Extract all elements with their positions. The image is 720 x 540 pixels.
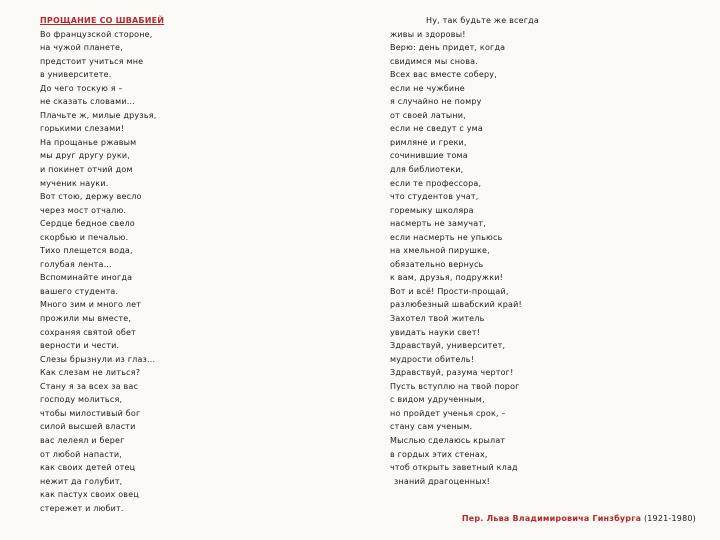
right-column bbox=[390, 14, 700, 488]
left-column bbox=[40, 14, 340, 515]
poem-line: для библиотеки, bbox=[390, 165, 464, 175]
poem-line: но пройдет ученья срок, – bbox=[390, 408, 506, 418]
poem-line: как пастух своих овец bbox=[40, 490, 139, 500]
poem-line: вас лелеял и берег bbox=[40, 435, 125, 445]
poem-line: скорбью и печалью. bbox=[40, 232, 129, 242]
poem-line: обязательно вернусь bbox=[390, 259, 484, 269]
poem-line: прожили мы вместе, bbox=[40, 314, 132, 324]
poem-line: к вам, друзья, подружки! bbox=[390, 273, 504, 283]
poem-line: На прощанье ржавым bbox=[40, 137, 137, 147]
poem-line: стережет и любит. bbox=[40, 503, 124, 513]
translator-name: Пер. Льва Владимировича Гинзбурга bbox=[461, 514, 642, 523]
poem-line: верности и чести. bbox=[40, 341, 120, 351]
poem-line: вашего студента. bbox=[40, 286, 119, 296]
poem-line: Захотел твой житель bbox=[390, 314, 485, 324]
poem-line: в гордых этих стенах, bbox=[390, 449, 488, 459]
poem-line: Всех вас вместе соберу, bbox=[390, 70, 497, 80]
poem-line: Пусть вступлю на твой порог bbox=[390, 381, 520, 391]
poem-line: горькими слезами! bbox=[40, 124, 125, 134]
poem-line: свидимся мы снова. bbox=[390, 56, 479, 66]
poem-line: если насмерть не упьюсь bbox=[390, 232, 503, 242]
poem-line: чтобы милостивый бог bbox=[40, 408, 141, 418]
poem-line: живы и здоровы! bbox=[390, 29, 466, 39]
poem-line: Как слезам не литься? bbox=[40, 368, 141, 378]
poem-line: господу молиться, bbox=[40, 395, 123, 405]
poem-line: разлюбезный швабский край! bbox=[390, 300, 522, 310]
poem-line: римляне и греки, bbox=[390, 137, 467, 147]
poem-line: чтоб открыть заветный клад bbox=[390, 463, 518, 473]
poem-line: как своих детей отец bbox=[40, 463, 136, 473]
poem-line: не сказать словами... bbox=[40, 97, 135, 107]
poem-title: ПРОЩАНИЕ СО ШВАБИЕЙ bbox=[40, 16, 165, 25]
poem-line: Здравствуй, разума чертог! bbox=[390, 368, 514, 378]
poem-line: Ну, так будьте же всегда bbox=[426, 16, 539, 25]
poem-line: Вспоминайте иногда bbox=[40, 273, 133, 283]
poem-line: на хмельной пирушке, bbox=[390, 246, 490, 256]
translator-years: (1921-1980) bbox=[643, 514, 696, 523]
poem-line: силой высшей власти bbox=[40, 422, 136, 432]
poem-line: от своей латыни, bbox=[390, 110, 466, 120]
poem-line: Здравствуй, университет, bbox=[390, 341, 506, 351]
poem-line: До чего тоскую я – bbox=[40, 83, 123, 93]
poem-line: горемыку школяра bbox=[390, 205, 474, 215]
poem-line: от любой напасти, bbox=[40, 449, 122, 459]
poem-line: Во французской стороне, bbox=[40, 29, 153, 39]
poem-line: увидать науки свет! bbox=[390, 327, 481, 337]
poem-line: стану сам ученым. bbox=[390, 422, 473, 432]
poem-line: Мыслью сделаюсь крылат bbox=[390, 435, 506, 445]
poem-line: Сердце бедное свело bbox=[40, 219, 135, 229]
poem-line: голубая лента... bbox=[40, 259, 112, 269]
poem-line: Вот и всё! Прости-прощай, bbox=[390, 286, 509, 296]
poem-line: с видом удрученным, bbox=[390, 395, 485, 405]
poem-line: мудрости обитель! bbox=[390, 354, 475, 364]
poem-line: что студентов учат, bbox=[390, 192, 479, 202]
poem-line: предстоит учиться мне bbox=[40, 56, 144, 66]
poem-line: Тихо плещется вода, bbox=[40, 246, 133, 256]
poem-line: Вот стою, держу весло bbox=[40, 192, 142, 202]
poem-line: если те профессора, bbox=[390, 178, 482, 188]
poem-line: Стану я за всех за вас bbox=[40, 381, 139, 391]
poem-line: если не чужбине bbox=[390, 83, 465, 93]
poem-line: сочинившие тома bbox=[390, 151, 468, 161]
poem-line: если не сведут с ума bbox=[390, 124, 483, 134]
poem-line: Плачьте ж, милые друзья, bbox=[40, 110, 157, 120]
poem-line: Верю: день придет, когда bbox=[390, 43, 506, 53]
poem-line: через мост отчалю. bbox=[40, 205, 127, 215]
poem-line: мученик науки. bbox=[40, 178, 109, 188]
poem-line: сохраняя святой обет bbox=[40, 327, 137, 337]
translator-credit bbox=[462, 514, 696, 523]
poem-line: и покинет отчий дом bbox=[40, 165, 133, 175]
poem-line: на чужой планете, bbox=[40, 43, 123, 53]
poem-line: Слезы брызнули из глаз... bbox=[40, 354, 156, 364]
poem-line: Много зим и много лет bbox=[40, 300, 142, 310]
poem-line: в университете. bbox=[40, 70, 112, 80]
poem-line: знаний драгоценных! bbox=[394, 476, 491, 486]
poem-line: насмерть не замучат, bbox=[390, 219, 486, 229]
poem-line: нежит да голубит, bbox=[40, 476, 123, 486]
poem-line: мы друг другу руки, bbox=[40, 151, 130, 161]
poem-line: я случайно не помру bbox=[390, 97, 482, 107]
